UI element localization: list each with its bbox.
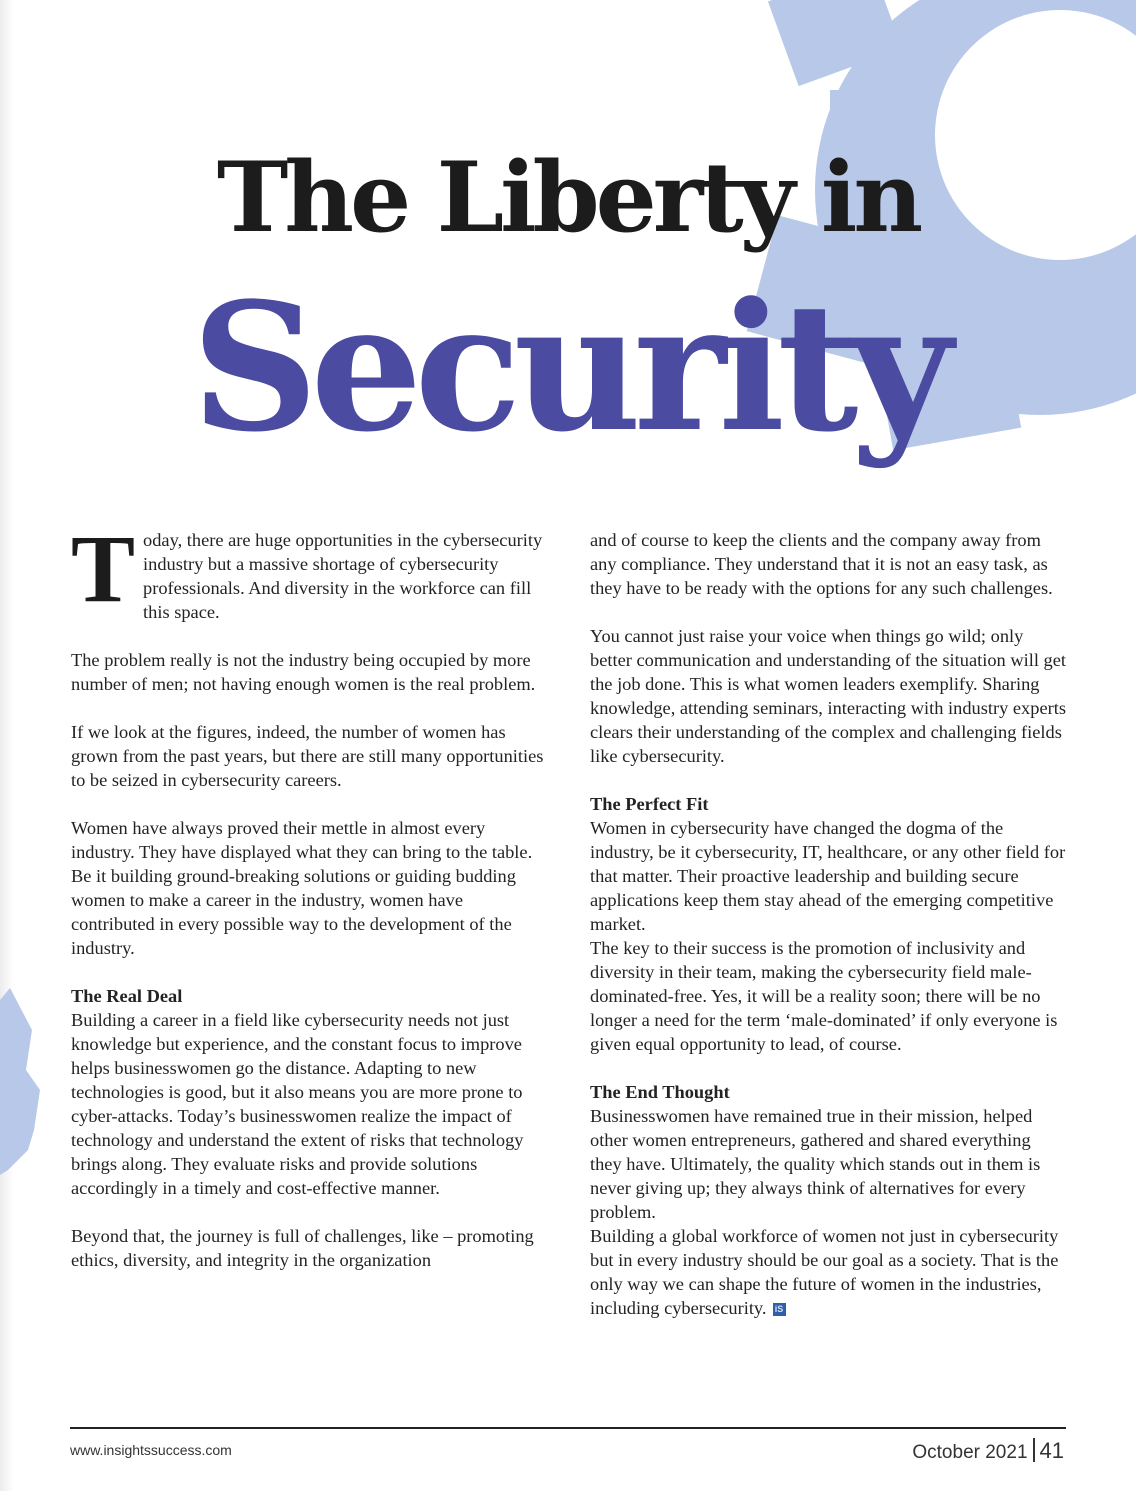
article-column-left [71,515,549,1296]
paragraph: Women have always proved their mettle in almost every industry. They have displayed what they can bring to the table. Be it building ground-breaking solutions or guiding budding women to make a career in the industry, women have contributed in every possible way to the development of the industry. [71,818,533,958]
end-mark-icon: iS [773,1303,786,1316]
paragraph: The key to their success is the promotion of inclusivity and diversity in their team, making the cybersecurity field male-dominated-free. Yes, it will be a reality soon; there will be no longer a need for the term ‘male-dominated’ if only everyone is given equal opportunity to lead, of course. [590,938,1058,1054]
intro-paragraph [71,515,549,624]
paragraph: Building a career in a field like cybersecurity needs not just knowledge but experience, and the constant focus to improve helps businesswomen go the distance. Adapting to new technologies is good, but it also means you are more prone to cyber-attacks. Today’s businesswomen realize the impact of technology and understand the extent of risks that technology brings along. They evaluate risks and provide solutions accordingly in a timely and cost-effective manner. [71,1010,524,1198]
headline-line-1: The Liberty in [216,141,920,254]
paragraph: Businesswomen have remained true in their mission, helped other women entrepreneurs, gathered and shared everything they have. Ultimately, the quality which stands out in them is never giving up; they always think of alternatives for every problem. [590,1106,1041,1222]
intro-text: oday, there are huge opportunities in the cybersecurity industry but a massive shortage of cybersecurity professionals. And diversity in the workforce can fill this space. [143,530,543,622]
gear-fragment-icon [0,960,60,1260]
issue-date: October 2021 [912,1442,1028,1463]
paragraph: Beyond that, the journey is full of challenges, like – promoting ethics, diversity, and integrity in the organization [71,1226,534,1270]
paragraph: The problem really is not the industry being occupied by more number of men; not having enough women is the real problem. [71,650,536,694]
section-heading-end-thought: The End Thought [590,1082,730,1102]
paragraph: Women in cybersecurity have changed the dogma of the industry, be it cybersecurity, IT, healthcare, or any other field for that matter. Their proactive leadership and building secure applications keep them stay ahead of the emerging competitive market. [590,818,1066,934]
paragraph-text: Building a global workforce of women not just in cybersecurity but in every industry should be our goal as a society. That is the only way we can shape the future of women in the industries, including cybersecurity. [590,1226,1059,1318]
page-number: 41 [1039,1438,1064,1463]
section-heading-real-deal: The Real Deal [71,986,183,1006]
section-heading-perfect-fit: The Perfect Fit [590,794,709,814]
closing-paragraph [590,1224,1066,1320]
drop-cap: T [71,515,136,622]
article-column-right [590,528,1066,1344]
footer-website-link[interactable]: www.insightssuccess.com [70,1442,232,1458]
paragraph: You cannot just raise your voice when things go wild; only better communication and understanding of the situation will get the job done. This is what women leaders exemplify. Sharing knowledge, attending seminars, interacting with industry experts clears their understanding of the complex and challenging fields like cybersecurity. [590,626,1067,766]
headline-line-2: Security [191,264,945,471]
paragraph: If we look at the figures, indeed, the number of women has grown from the past years, but there are still many opportunities to be seized in cybersecurity careers. [71,722,544,790]
footer-separator [1033,1438,1035,1462]
footer-divider [70,1427,1066,1429]
paragraph: and of course to keep the clients and the company away from any compliance. They understand that it is not an easy task, as they have to be ready with the options for any such challenges. [590,530,1053,598]
footer-issue-info [912,1438,1064,1464]
